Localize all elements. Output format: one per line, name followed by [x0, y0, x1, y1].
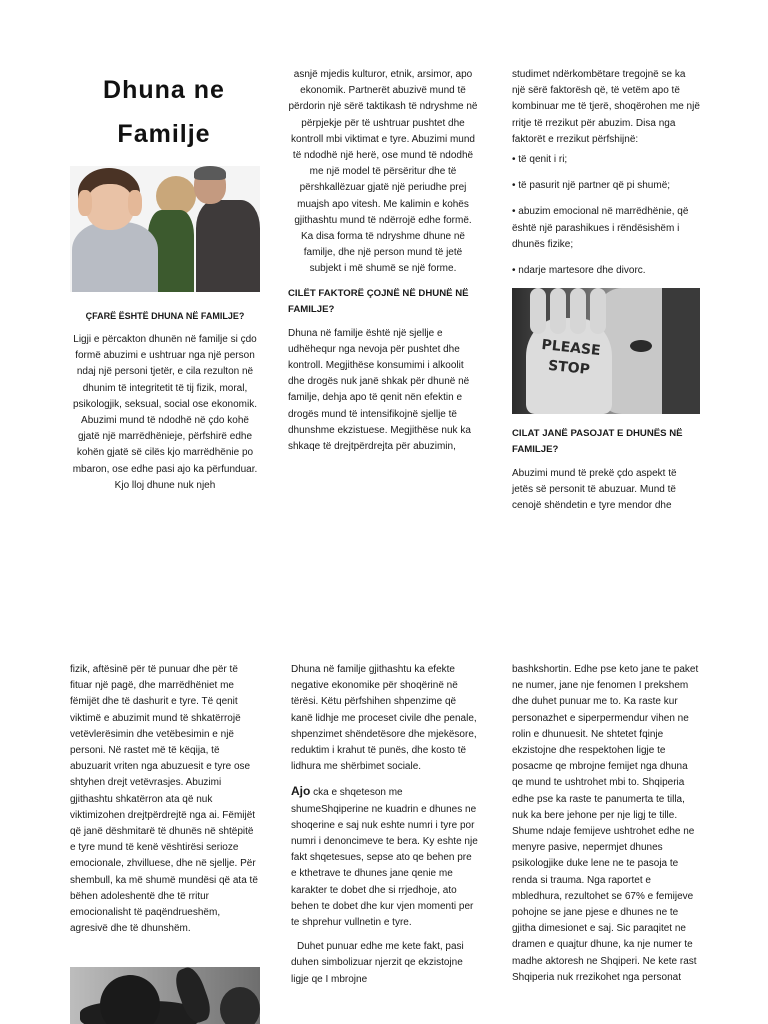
- lead-word: Ajo: [291, 784, 311, 799]
- paragraph-children: bashkshortin. Edhe pse keto jane te paket ne numer, jane nje fenomen I prekshem dhe duhet punuar me to. Ka raste kur personazhet e siperpermendur vihen ne rolin e dhunuesit. Ne shtetet fqinje ekzistojne dhe respektohen ligje te posacme qe mbrojne femijet nga dhuna qe mund te ushtrohet mbi to. Shqiperia edhe pse ka raste te panumerta te tilla, nuk ka bere jehone per nje ligj te tille. Shume ndaje femijeve ushtrohet edhe ne menyre pasive, nepermjet dhunes psikologjike duke lene ne te pasoja te renda si trauma. Nga raportet e mbledhura, rezultohet se 67% e femijeve pohojne se jane pjese e dhunes ne te gjitha dimesionet e saj. Sic paraqitet ne dramen e quajtur dhune, ka nje numer te madhe aktoresh ne Shqiperi. Ne kete rast Shqiperia nuk rrezikohet nga personat: [512, 664, 699, 983]
- page1-column-3-lower: [512, 420, 700, 523]
- paragraph-definition: Ligji e përcakton dhunën në familje si çdo formë abuzimi e ushtruar nga një person ndaj një personi tjetër, e cila rezulton në dhunim të integritetit të tij fizik, moral, psikologjik, seksual, social ose ekonomik. Abuzimi mund të ndodhë në çdo kohë gjatë një marrëdhënieje, përfshirë edhe kohën gjatë së cilës kjo marrëdhënie po mbaron, ose edhe pasi ajo ka përfunduar. Kjo lloj dhune nuk njeh: [72, 334, 258, 491]
- please-stop-text: PLEASE STOP: [540, 337, 602, 379]
- section-heading-factors: CILËT FAKTORË ÇOJNË NË DHUNË NË FAMILJE?: [288, 287, 469, 315]
- paragraph-reporting-body: cka e shqeteson me shumeShqiperine ne kuadrin e dhunes ne shoqerine e saj nuk eshte numri i tyre por numri i denoncimeve te bera. Ky eshte nje fakt shqetesues, sepse ato qe behen pre e kthetrave te dhunes jane qenie me karakter te dobet dhe si rrjedhoje, ato behen te dobet dhe kur vjen momenti per te shprehur vullnetin e tyre.: [291, 787, 478, 929]
- page1-column-1: [70, 68, 258, 156]
- paragraph-reporting: [291, 783, 479, 931]
- paragraph-risk-intro: studimet ndërkombëtare tregojnë se ka një sërë faktorësh që, të vetëm apo të kombinuar me të tjerë, shoqërohen me një rritje të rrezikut për abuzim. Disa nga faktorët e rrezikut përfshijnë:: [512, 69, 700, 145]
- please-stop-photo: [512, 288, 700, 414]
- paragraph-factors: Dhuna në familje është një sjellje e udhëhequr nga nevoja për pushtet dhe kontroll. Megjithëse konsumimi i alkoolit dhe drogës nuk janë shkak për dhunë në familje, dehja apo të qenit nën efektin e drogës mund të intensifikojnë sjellje të dhunshme ekzistuese. Megjithëse nuk ka shkaqe të drejtpërdrejta për abuzimin,: [288, 327, 471, 453]
- title-line-2: Familje: [117, 120, 211, 148]
- page-2: [0, 512, 768, 1024]
- bullet-item: • të qenit i ri;: [512, 154, 568, 166]
- bullet-item: • ndarje martesore dhe divorc.: [512, 265, 646, 277]
- paragraph-effects-victims: fizik, aftësinë për të punuar dhe për të fituar një pagë, dhe marrëdhëniet me fëmijët dhe të dashurit e tyre. Të qenit viktimë e abuzimit mund të shkatërrojë vetëvlerësimin dhe vetëbesimin e një personi. Në rastet më të këqija, të abuzuarit vriten nga abuzuesit e tyre ose shtyhen drejt vetëvrasjes. Abuzimi gjithashtu shkatërron ata që nuk viktimizohen drejtpërdrejtë nga ai. Fëmijët që janë dëshmitarë të dhunës në shtëpitë e tyre mund të kenë vështirësi serioze emocionale, zhvilluese, dhe në sjellje. Për shembull, ka më shumë mundësi që ata të bëhen adoleshentë dhe të rritur emocionalisht të paqëndrueshëm, agresivë dhe të dhunshëm.: [70, 664, 258, 935]
- page1-column-3: [512, 67, 700, 289]
- page1-column-2: [288, 67, 478, 463]
- page2-column-3: [512, 662, 700, 994]
- page1-column-1-text: [70, 302, 260, 502]
- paragraph-economic-effects: Dhuna në familje gjithashtu ka efekte negative ekonomike për shoqërinë në tërësi. Këtu përfshihen shpenzime që kanë lidhje me proceset civile dhe penale, shpenzimet shëndetësore dhe mjekësore, reduktim i krahut të punës, dhe kosto të lidhura me shërbimet sociale.: [291, 664, 477, 773]
- paragraph-consequences: Abuzimi mund të prekë çdo aspekt të jetës së personit të abuzuar. Mund të cenojë shëndetin e tyre mendor dhe: [512, 468, 677, 512]
- bullet-item: • të pasurit një partner që pi shumë;: [512, 180, 671, 192]
- silhouette-photo: [70, 967, 260, 1024]
- family-conflict-photo: [70, 166, 260, 292]
- document-title: [70, 68, 258, 156]
- page2-column-1: [70, 662, 260, 945]
- title-line-1: Dhuna ne: [103, 76, 225, 104]
- section-heading-consequences: CILAT JANË PASOJAT E DHUNËS NË FAMILJE?: [512, 428, 683, 455]
- section-heading-what-is: ÇFARË ËSHTË DHUNA NË FAMILJE?: [85, 311, 245, 321]
- bullet-item: • abuzim emocional në marrëdhënie, që është një parashikues i rëndësishëm i dhunës fizike;: [512, 206, 689, 250]
- paragraph-forms: asnjë mjedis kulturor, etnik, arsimor, apo ekonomik. Partnerët abuzivë mund të përdorin një sërë taktikash të ndryshme në përpjekje për të ushtruar pushtet dhe kontroll mbi viktimat e tyre. Abuzimi mund të ndodhë një herë, ose mund të ndodhë me një model të përsëritur dhe të përshkallëzuar gjatë një periudhe prej muajsh apo vitesh. Me kalimin e kohës gjithashtu mund të ndërrojë edhe formë. Ka disa forma të ndryshme dhune në familje, dhe një person mund të jetë subjekt i më shumë se një forme.: [288, 69, 478, 275]
- paragraph-laws: Duhet punuar edhe me kete fakt, pasi duhen simbolizuar njerzit qe ekzistojne ligje qe I mbrojne: [291, 941, 464, 985]
- page2-column-2: [291, 662, 479, 996]
